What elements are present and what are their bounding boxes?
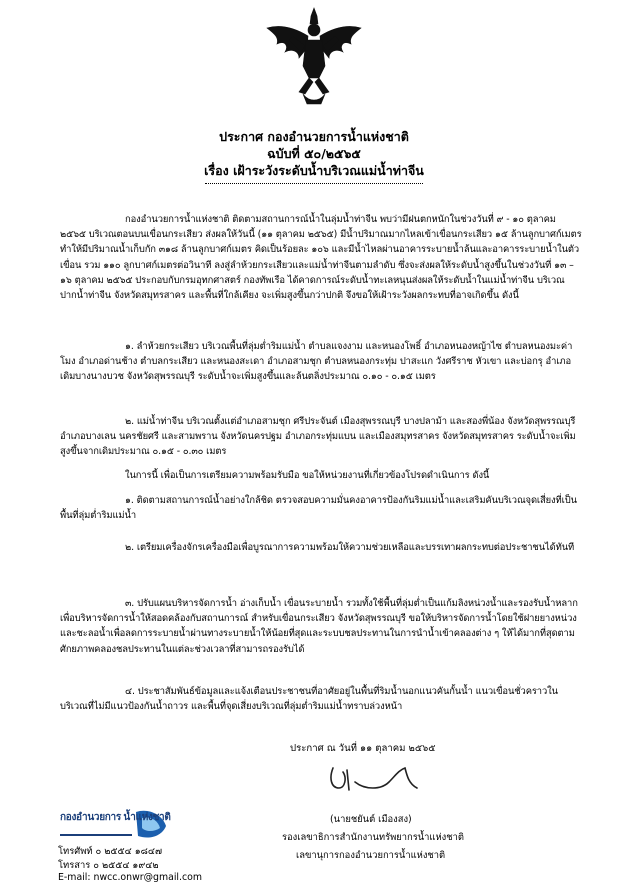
- request-paragraph: ในการนี้ เพื่อเป็นการเตรียมความพร้อมรับมือ ขอให้หน่วยงานที่เกี่ยวข้องโปรดดำเนินการ ดังนี้: [125, 470, 490, 481]
- announcement-title: ประกาศ กองอำนวยการน้ำแห่งชาติ: [219, 129, 409, 144]
- measure-item-3: ๓. ปรับแผนบริหารจัดการน้ำ อ่างเก็บน้ำ เขื่อนระบายน้ำ รวมทั้งใช้พื้นที่ลุ่มต่ำเป็นแก้มลิงหน่วงน้ำและรองรับน้ำหลาก เพื่อบริหารจัดการน้ำให้สอดคล้องกับสถานการณ์ สำหรับเขื่อนกระเสียว จังหวัดสุพรรณบุรี ขอให้บริหารจัดการน้ำโดยใช้ฝายยางหน่วงและชะลอน้ำเพื่อลดการระบายน้ำผ่านทางระบายน้ำให้น้อยที่สุดและระบบชลประทานในการนำน้ำเข้าคลองต่าง ๆ ให้ได้มากที่สุดตามศักยภาพคลองชลประทานในแต่ละช่วงเวลาที่สามารถรองรับได้: [60, 598, 578, 655]
- notice-item-2: ๒. แม่น้ำท่าจีน บริเวณตั้งแต่อำเภอสามชุก ศรีประจันต์ เมืองสุพรรณบุรี บางปลาม้า และสองพี่น้อง จังหวัดสุพรรณบุรี อำเภอบางเลน นครชัยศรี และสามพราน จังหวัดนครปฐม อำเภอกระทุ่มแบน และเมืองสมุทรสาคร จังหวัดสมุทรสาคร ระดับน้ำจะเพิ่มสูงขึ้นจากเดิมประมาณ ๐.๑๕ - ๐.๓๐ เมตร: [60, 416, 576, 458]
- dotted-divider: [205, 183, 423, 184]
- handwritten-signature: [325, 760, 425, 796]
- signatory-position-2: เลขานุการกองอำนวยการน้ำแห่งชาติ: [296, 850, 446, 861]
- intro-paragraph: กองอำนวยการน้ำแห่งชาติ ติดตามสถานการณ์น้ำในลุ่มน้ำท่าจีน พบว่ามีฝนตกหนักในช่วงวันที่ ๙ - ๑๐ ตุลาคม ๒๕๖๕ บริเวณตอนบนเขื่อนกระเสียว ส่งผลให้วันนี้ (๑๑ ตุลาคม ๒๕๖๕) มีน้ำปริมาณมากไหลเข้าเขื่อนกระเสียว ๑๕ ล้านลูกบาศก์เมตร ทำให้มีปริมาณน้ำเก็บกัก ๓๑๘ ล้านลูกบาศก์เมตร คิดเป็นร้อยละ ๑๐๖ และมีน้ำไหลผ่านอาคารระบายน้ำล้นและอาคารระบายน้ำในตัวเขื่อน รวม ๑๑๐ ลูกบาศก์เมตรต่อวินาที ลงสู่ลำห้วยกระเสียวและแม่น้ำท่าจีนตามลำดับ ซึ่งจะส่งผลให้ระดับน้ำสูงขึ้นในช่วงวันที่ ๑๓ – ๑๖ ตุลาคม ๒๕๖๕ ประกอบกับกรมอุทกศาสตร์ กองทัพเรือ ได้คาดการณ์ระดับน้ำทะเลหนุนส่งผลให้ระดับน้ำในแม่น้ำท่าจีน บริเวณปากน้ำท่าจีน จังหวัดสมุทรสาคร และพื้นที่ใกล้เคียง จะเพิ่มสูงขึ้นกว่าปกติ จึงขอให้เฝ้าระวังผลกระทบที่อาจเกิดขึ้น ดังนี้: [60, 214, 582, 302]
- announcement-subject: เรื่อง เฝ้าระวังระดับน้ำบริเวณแม่น้ำท่าจีน: [204, 163, 424, 178]
- logo-text: กองอำนวยการ น้ำแห่งชาติ: [60, 812, 171, 823]
- measure-item-1: ๑. ติดตามสถานการณ์น้ำอย่างใกล้ชิด ตรวจสอบความมั่นคงอาคารป้องกันริมแม่น้ำและเสริมคันบริเวณจุดเสี่ยงที่เป็นพื้นที่ลุ่มต่ำริมแม่น้ำ: [60, 495, 577, 522]
- contact-phone: โทรศัพท์ ๐ ๒๕๕๔ ๑๘๔๗: [58, 846, 163, 857]
- measure-item-2: ๒. เตรียมเครื่องจักรเครื่องมือเพื่อบูรณาการความพร้อมให้ความช่วยเหลือและบรรเทาผลกระทบต่อประชาชนได้ทันที: [125, 542, 575, 553]
- signatory-position-1: รองเลขาธิการสำนักงานทรัพยากรน้ำแห่งชาติ: [282, 832, 464, 843]
- contact-email[interactable]: E-mail: nwcc.onwr@gmail.com: [58, 872, 203, 883]
- garuda-emblem-icon: [263, 6, 365, 106]
- announcement-number: ฉบับที่ ๕๐/๒๕๖๕: [267, 146, 361, 161]
- signatory-name: (นายชยันต์ เมืองสง): [330, 814, 412, 825]
- announcement-date: ประกาศ ณ วันที่ ๑๑ ตุลาคม ๒๕๖๕: [290, 743, 436, 754]
- notice-item-1: ๑. ลำห้วยกระเสียว บริเวณพื้นที่ลุ่มต่ำริมแม่น้ำ ตำบลแจงงาม และหนองโพธิ์ อำเภอหนองหญ้าไซ ตำบลหนองมะค่าโมง อำเภอด่านช้าง ตำบลกระเสียว และหนองสะเดา อำเภอสามชุก ตำบลหนองกระทุ่ม ปาสะแก วังศรีราช หัวเขา และบ่อกรุ อำเภอเดิมบางนางบวช จังหวัดสุพรรณบุรี ระดับน้ำจะเพิ่มสูงขึ้นและล้นตลิ่งประมาณ ๐.๑๐ - ๐.๑๕ เมตร: [60, 341, 573, 383]
- contact-fax: โทรสาร ๐ ๒๕๕๔ ๑๙๔๒: [58, 860, 159, 871]
- measure-item-4: ๔. ประชาสัมพันธ์ข้อมูลและแจ้งเตือนประชาชนที่อาศัยอยู่ในพื้นที่ริมน้ำนอกแนวคันกั้นน้ำ แนวเขื่อนชั่วคราวในบริเวณที่ไม่มีแนวป้องกันน้ำถาวร และพื้นที่จุดเสี่ยงบริเวณที่ลุ่มต่ำริมแม่น้ำทราบล่วงหน้า: [60, 686, 558, 713]
